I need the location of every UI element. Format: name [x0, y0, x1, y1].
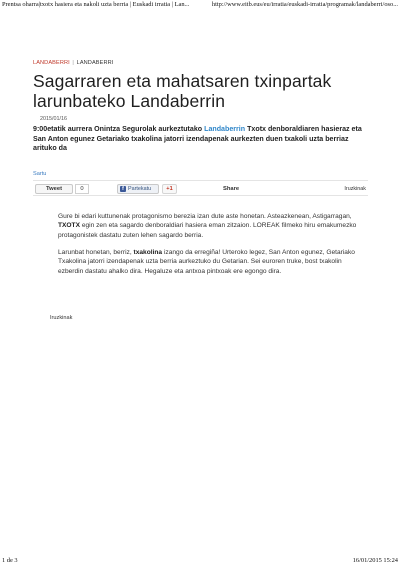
print-footer [2, 554, 398, 564]
print-page-number: 1 de 3 [2, 557, 18, 564]
paragraph-1-text-a: Gure bi edari kuttunenak protagonismo berezia izan dute aste honetan. Asteazkenean, Astigarragan, [58, 213, 352, 221]
lead-text-end: Txotx denboraldiaren hasieraz eta San Anton egunez Getariako txakolina jatorri izendapenak aurkezten duen txakoli uzta berriaz arituko da [33, 125, 362, 153]
partekatu-label: Partekatu [128, 186, 152, 193]
body-paragraph-1 [58, 212, 358, 240]
share-button[interactable]: Share [223, 186, 240, 193]
print-datetime: 16/01/2015 15:24 [352, 557, 398, 564]
print-header-title: Prentsa oharra|txotx hasiera eta nakoli uzta berria | Euskadi irratia | Lan... [2, 1, 190, 8]
print-header [2, 1, 398, 11]
share-section [33, 170, 368, 196]
comments-link[interactable]: Iruzkinak [50, 315, 73, 321]
lead-text-start: 9:00etatik aurrera Onintza Segurolak aurkeztutako [33, 125, 205, 133]
share-bar [33, 180, 368, 196]
article [33, 60, 368, 276]
breadcrumb-current[interactable]: LANDABERRI [76, 60, 114, 66]
google-plus-button[interactable]: +1 [162, 184, 177, 194]
facebook-icon: f [120, 186, 126, 192]
article-body [58, 212, 358, 276]
txakolina-bold: txakolina [133, 249, 163, 256]
txotx-bold: TXOTX [58, 222, 80, 230]
article-headline: Sagarraren eta mahatsaren txinpartak larunbateko Landaberrin [33, 71, 332, 111]
comments-button[interactable]: Iruzkinak [344, 186, 366, 193]
article-lead [33, 125, 368, 154]
breadcrumb [33, 60, 368, 67]
facebook-share-button[interactable] [117, 184, 159, 194]
paragraph-1-text-b: egin zen eta sagardo denboraldiari hasiera eman zitzaion. LOREAK filmeko hiru emakumezko protagonistek dastatu zuten lehen sagardo berria. [58, 222, 357, 239]
tweet-button[interactable]: Tweet [35, 184, 73, 194]
print-header-url: http://www.eitb.eus/eu/irratia/euskadi-irratia/programak/landaberri/oso... [211, 1, 398, 8]
breadcrumb-separator: | [72, 60, 74, 66]
paragraph-2-text-b: izango da erregiña! Urteroko legez, San Anton egunez, Getariako Txakolina jatorri izendapenak uzta berria aurkeztuko du Getarian. Sei euroren truke, bost txakolin ezberdin dastatu ahalko dira. Hegaluze eta antxoa pintxoak ere egongo dira. [58, 249, 355, 275]
paragraph-2-text-a: Larunbat honetan, berriz, [58, 249, 134, 256]
landaberrin-link[interactable]: Landaberrin [204, 125, 246, 133]
tweet-count: 0 [75, 184, 89, 194]
sartu-link[interactable]: Sartu [33, 171, 47, 178]
breadcrumb-section-link[interactable]: LANDABERRI [33, 60, 70, 66]
article-date: 2015/01/16 [40, 116, 67, 122]
body-paragraph-2 [58, 248, 358, 276]
